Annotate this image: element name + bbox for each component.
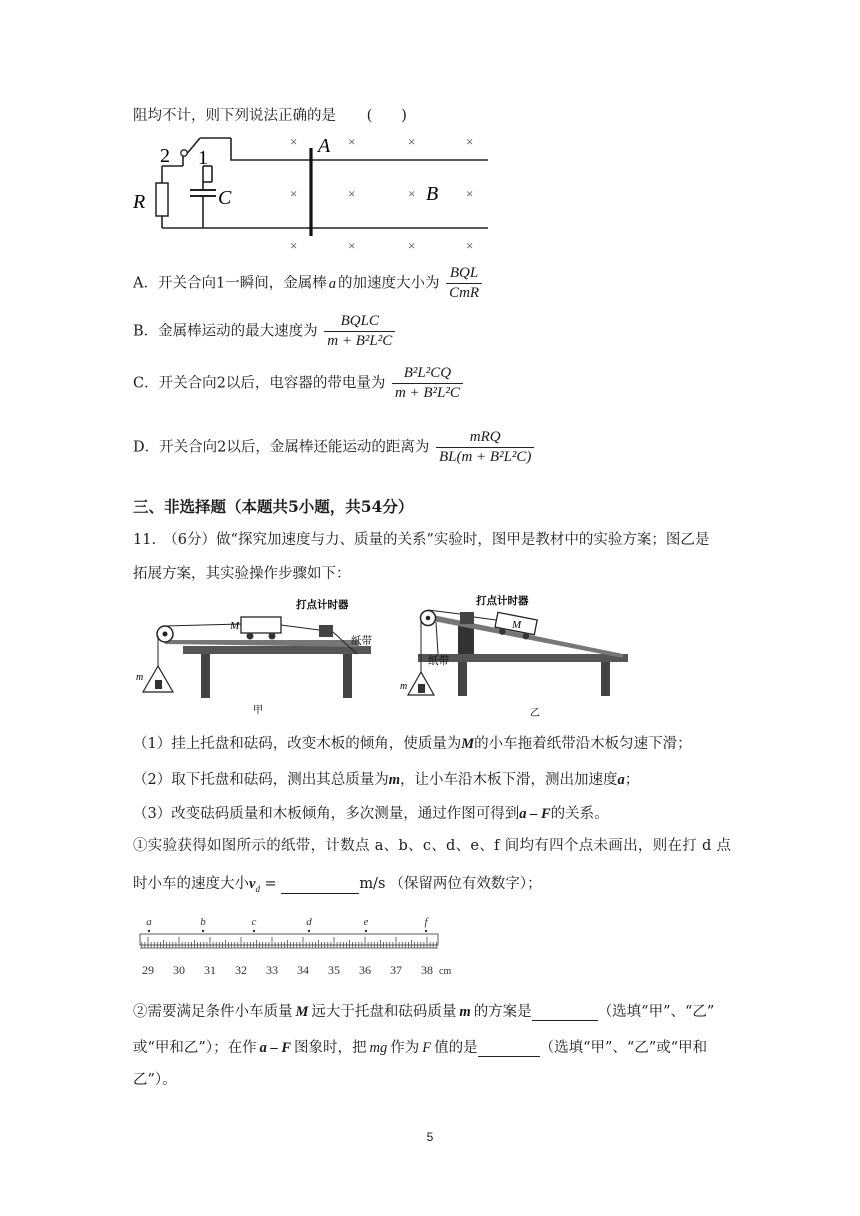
intro-text: 阻均不计，则下列说法正确的是	[133, 108, 336, 124]
step-3-var: a – F	[519, 806, 551, 822]
timer-icon	[319, 625, 333, 637]
switch-pivot	[181, 150, 187, 156]
field-cross: ×	[290, 238, 298, 253]
field-cross: ×	[466, 134, 474, 149]
tape-label: 纸带	[428, 656, 449, 667]
field-cross: ×	[466, 186, 474, 201]
option-d-fraction	[436, 428, 534, 467]
figure-yi	[398, 592, 630, 718]
step-1	[133, 732, 692, 753]
sub2-line2-var2: mg	[369, 1040, 388, 1056]
field-cross: ×	[348, 238, 356, 253]
ruler-tick-label: 35	[328, 963, 340, 977]
option-a-prefix: A．开关合向1一瞬间，金属棒	[133, 275, 327, 292]
ruler-tape	[130, 912, 470, 984]
ruler-tick-label: 33	[266, 963, 278, 977]
ruler-tick-label: 29	[142, 963, 154, 977]
field-cross: ×	[408, 186, 416, 201]
switch-label-2: 2	[160, 145, 170, 167]
sub2-line2-tail: （选填“甲”、“乙”或“甲和	[539, 1040, 708, 1056]
option-c	[133, 364, 463, 403]
field-label-B: B	[426, 183, 439, 205]
step-2-post: ；	[624, 772, 640, 788]
ruler-tick-label: 37	[390, 963, 402, 977]
cart-M	[241, 617, 281, 633]
option-b-prefix: B．金属棒运动的最大速度为	[133, 323, 318, 340]
timer-label: 打点计时器	[476, 596, 529, 607]
step-1-post: 的小车拖着纸带沿木板匀速下滑；	[474, 736, 692, 752]
answer-blank-2[interactable]	[478, 1042, 540, 1057]
step-3-pre: （3）改变砝码质量和木板倾角，多次测量，通过作图可得到	[133, 806, 520, 822]
count-point-label: f	[424, 916, 428, 928]
mass-label: m	[400, 681, 408, 692]
resistor-label: R	[133, 191, 146, 213]
option-d	[133, 428, 534, 467]
count-point-label: a	[146, 916, 152, 928]
sub1-post: （保留两位有效数字）；	[389, 876, 542, 892]
sub2-line3: 乙”）。	[133, 1072, 177, 1088]
sub1-subscript: d	[255, 883, 260, 894]
ruler-unit: cm	[439, 966, 452, 977]
step-3-post: 的关系。	[550, 806, 609, 822]
switch-label-1: 1	[198, 147, 208, 169]
ruler-tick-label: 31	[204, 963, 216, 977]
mass-label: m	[136, 672, 144, 683]
sub1-pre: 时小车的速度大小	[133, 876, 249, 892]
sub2-line2-pre: 或“甲和乙”）；在作	[133, 1040, 257, 1056]
step-1-pre: （1）挂上托盘和砝码，改变木板的倾角，使质量为	[133, 736, 462, 752]
field-cross: ×	[348, 186, 356, 201]
field-cross: ×	[290, 186, 298, 201]
intro-line	[133, 104, 407, 125]
count-point-label: d	[306, 916, 312, 928]
field-cross: ×	[348, 134, 356, 149]
sub1-line1: ①实验获得如图所示的纸带，计数点 a、b、c、d、e、f 间均有四个点未画出，则在打 d 点	[133, 838, 732, 854]
sub2-pre: ②需要满足条件小车质量	[133, 1004, 293, 1020]
field-cross: ×	[466, 238, 474, 253]
sub2-tail: （选填“甲”、“乙”	[597, 1004, 715, 1020]
step-2-pre: （2）取下托盘和砝码，测出其总质量为	[133, 772, 389, 788]
rod-label-A: A	[318, 135, 331, 157]
count-point-dot	[202, 930, 204, 932]
sub2-line2-mid2: 作为	[390, 1040, 420, 1056]
option-c-prefix: C．开关合向2以后，电容器的带电量为	[133, 375, 386, 392]
option-b-fraction	[324, 312, 395, 351]
option-d-prefix: D．开关合向2以后，金属棒还能运动的距离为	[133, 439, 430, 456]
circuit-diagram	[128, 128, 498, 256]
step-1-var: M	[461, 736, 475, 752]
sub1-var: v	[249, 876, 256, 892]
sub2-var1: M	[295, 1004, 309, 1020]
ruler-tick-label: 32	[235, 963, 247, 977]
fraction-numerator: BQL	[446, 264, 482, 284]
figure-jia	[133, 592, 373, 714]
fraction-denominator: BL(m + B²L²C)	[438, 449, 532, 465]
top-rail	[231, 138, 488, 160]
fraction-numerator: BQLC	[324, 312, 395, 332]
ruler-tick-label: 38	[421, 963, 433, 977]
figure-caption: 乙	[530, 708, 540, 718]
fraction-denominator: CmR	[449, 285, 480, 301]
step-2-var2: a	[617, 772, 625, 788]
ruler-tick-label: 36	[359, 963, 371, 977]
count-point-dot	[308, 930, 310, 932]
step-2-mid: ，让小车沿木板下滑，测出加速度	[400, 772, 618, 788]
answer-blank-vd[interactable]	[281, 879, 359, 894]
tape-label: 纸带	[351, 636, 372, 647]
sub2-line2	[133, 1036, 707, 1057]
fraction-denominator: m + B²L²C	[327, 333, 393, 349]
field-cross: ×	[408, 238, 416, 253]
count-point-dot	[148, 930, 150, 932]
cart-label: M	[230, 620, 240, 632]
step-2-var1: m	[388, 772, 401, 788]
ruler-tick-label: 34	[297, 963, 309, 977]
section-heading: 三、非选择题（本题共5小题，共54分）	[133, 497, 414, 516]
sub2-line2-var: a – F	[259, 1040, 291, 1056]
sub2-line1	[133, 1000, 714, 1021]
option-c-fraction	[392, 364, 463, 403]
field-cross: ×	[290, 134, 298, 149]
fraction-numerator: mRQ	[436, 428, 534, 448]
option-a-mid: 的加速度大小为	[337, 275, 440, 292]
fraction-denominator: m + B²L²C	[394, 385, 460, 401]
count-point-label: c	[251, 916, 257, 928]
answer-blank-1[interactable]	[532, 1006, 598, 1021]
cart-label: M	[512, 619, 522, 631]
q11-line1: 11. （6分）做“探究加速度与力、质量的关系”实验时，图甲是教材中的实验方案；图乙是	[133, 532, 710, 548]
count-point-label: b	[200, 916, 206, 928]
count-point-dot	[365, 930, 367, 932]
page-number: 5	[426, 1130, 434, 1144]
sub2-post: 的方案是	[473, 1004, 532, 1020]
count-point-dot	[425, 930, 427, 932]
option-b	[133, 312, 395, 351]
option-a	[133, 264, 482, 303]
ruler-tick-label: 30	[173, 963, 185, 977]
field-cross: ×	[408, 134, 416, 149]
sub1-unit: m/s	[359, 876, 386, 892]
timer-label: 打点计时器	[296, 600, 349, 611]
figure-caption: 甲	[253, 705, 263, 714]
count-point-dot	[253, 930, 255, 932]
sub1-eq: =	[259, 876, 282, 892]
answer-paren: ( )	[366, 108, 407, 124]
resistor-symbol	[156, 183, 168, 216]
fraction-numerator: B²L²CQ	[392, 364, 463, 384]
step-2	[133, 768, 639, 789]
step-3	[133, 802, 609, 823]
sub2-line2-var3: F	[422, 1040, 432, 1056]
q11-line2: 拓展方案，其实验操作步骤如下：	[133, 566, 351, 582]
sub1-line2	[133, 872, 542, 894]
option-a-var: a	[328, 275, 336, 292]
sub2-mid: 远大于托盘和砝码质量	[311, 1004, 457, 1020]
timer-icon	[460, 612, 474, 624]
sub2-line2-mid: 图象时，把	[294, 1040, 367, 1056]
sub2-var2: m	[459, 1004, 471, 1020]
capacitor-label: C	[218, 187, 232, 209]
sub2-line2-mid3: 值的是	[434, 1040, 478, 1056]
count-point-label: e	[363, 916, 369, 928]
option-a-fraction	[446, 264, 482, 303]
